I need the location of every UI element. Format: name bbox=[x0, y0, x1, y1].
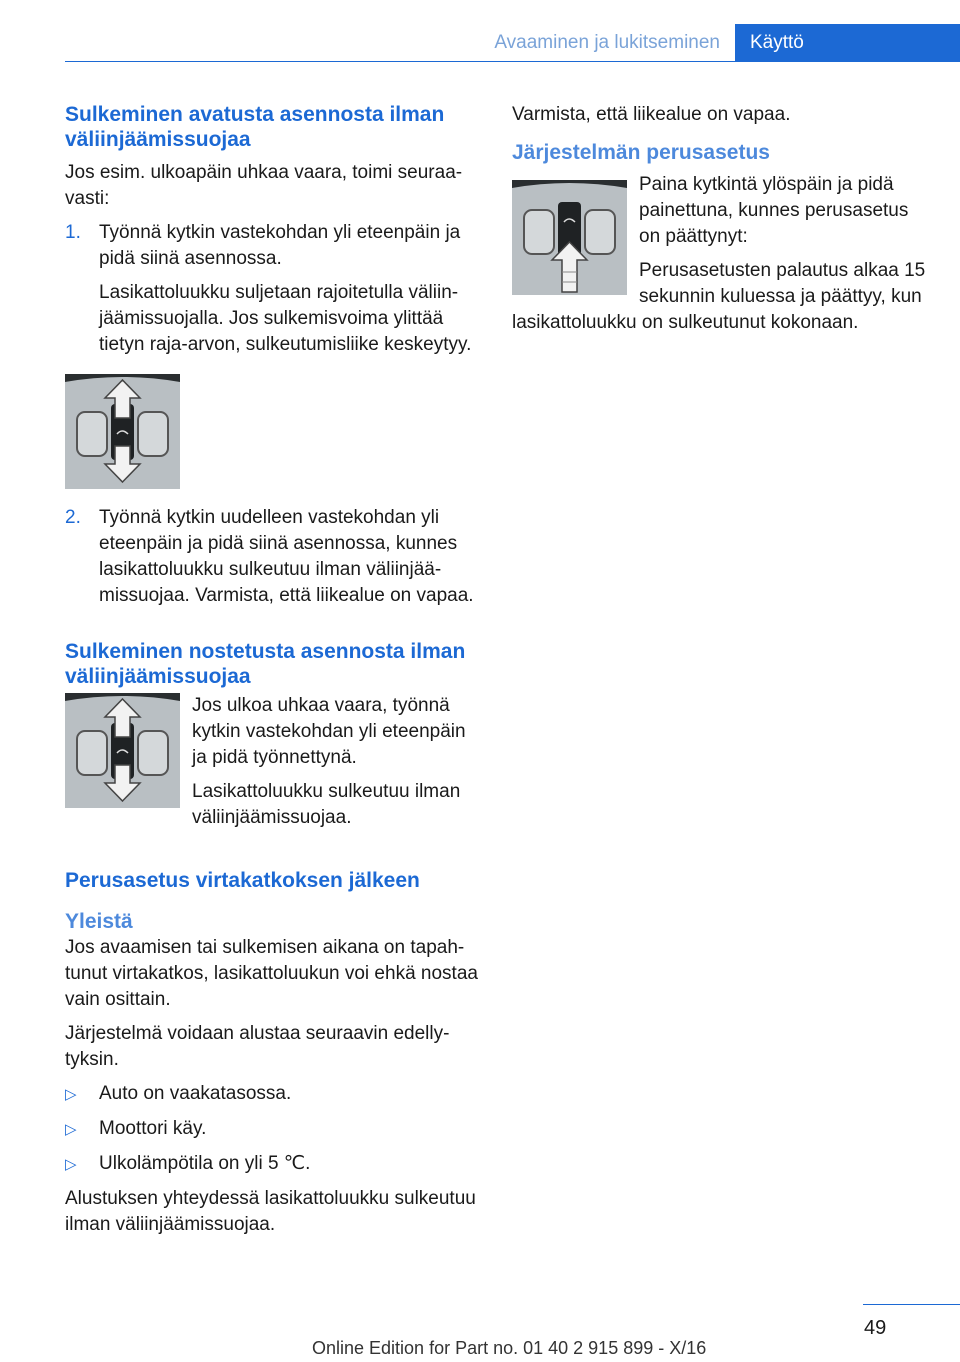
triangle-right-icon: ▷ bbox=[65, 1156, 77, 1173]
section-heading-power-failure: Perusasetus virtakatkoksen jälkeen bbox=[65, 869, 420, 892]
switch-push-up-illustration bbox=[512, 180, 627, 295]
list-item bbox=[65, 1151, 481, 1178]
page-header bbox=[0, 24, 960, 64]
triangle-right-icon: ▷ bbox=[65, 1121, 77, 1138]
left-column bbox=[65, 102, 481, 1246]
paragraph: Alustuksen yhteydessä lasikattoluukku sulkeutuu ilman väliinjäämissuojaa. bbox=[65, 1188, 476, 1235]
list-item bbox=[65, 1116, 481, 1143]
triangle-right-icon: ▷ bbox=[65, 1086, 77, 1103]
paragraph: Varmista, että liikealue on vapaa. bbox=[512, 104, 791, 125]
section-heading-system-reset: Järjestelmän perusasetus bbox=[512, 141, 770, 164]
section-heading-close-from-open: Sulkeminen avatusta asennosta ilman väliinjäämissuojaa bbox=[65, 103, 445, 151]
switch-push-forward-illustration bbox=[65, 374, 180, 489]
section-heading-close-from-raised: Sulkeminen nostetusta asennosta ilman väliinjäämissuojaa bbox=[65, 640, 466, 688]
step-text: Työnnä kytkin vastekohdan yli eteenpäin ja pidä siinä asennossa. bbox=[99, 222, 461, 269]
paragraph: Jos avaamisen tai sulkemisen aikana on tapahtunut virtakatkos, lasikattoluukun voi ehkä nostaa vain osittain. bbox=[65, 937, 478, 1010]
step-number: 2. bbox=[65, 507, 81, 528]
paragraph: Lasikattoluukku sulkeutuu ilman väliinjäämissuojaa. bbox=[192, 781, 461, 828]
step-2 bbox=[65, 505, 481, 617]
figure-with-text bbox=[65, 693, 481, 839]
header-section-title: Avaaminen ja lukitseminen bbox=[494, 32, 720, 53]
footer-rule bbox=[863, 1304, 960, 1305]
subheading-general: Yleistä bbox=[65, 910, 133, 933]
paragraph: Paina kytkintä ylöspäin ja pidä painettuna, kunnes perusasetus on päättynyt: bbox=[639, 174, 909, 247]
list-item bbox=[65, 1081, 481, 1108]
step-1 bbox=[65, 220, 481, 366]
step-subtext: Lasikattoluukku suljetaan rajoitetulla väliinjäämissuojalla. Jos sulkemisvoima ylittää tietyn raja-arvon, sulkeutumisliike keskeytyy. bbox=[99, 282, 472, 355]
edition-note: Online Edition for Part no. 01 40 2 915 899 - X/16 bbox=[312, 1338, 707, 1358]
step-text: Työnnä kytkin uudelleen vastekohdan yli eteenpäin ja pidä siinä asennossa, kunnes lasikattoluukku sulkeutuu ilman väliinjäämissuojaa. Varmista, että liikealue on vapaa. bbox=[99, 507, 474, 606]
right-column bbox=[512, 102, 928, 344]
header-rule bbox=[65, 61, 960, 62]
list-item-text: Ulkolämpötila on yli 5 ℃. bbox=[99, 1153, 311, 1174]
paragraph: Järjestelmä voidaan alustaa seuraavin edellytyksin. bbox=[65, 1023, 450, 1070]
paragraph-intro: Jos esim. ulkoapäin uhkaa vaara, toimi seuraavasti: bbox=[65, 162, 463, 209]
page-number: 49 bbox=[864, 1317, 887, 1339]
header-chapter-tab: Käyttö bbox=[735, 24, 960, 62]
list-item-text: Auto on vaakatasossa. bbox=[99, 1083, 292, 1104]
paragraph: Perusasetusten palautus alkaa 15 sekunnin kuluessa ja päättyy, kun lasikattoluukku on sulkeutunut kokonaan. bbox=[512, 260, 926, 333]
step-number: 1. bbox=[65, 222, 81, 243]
paragraph: Jos ulkoa uhkaa vaara, työnnä kytkin vastekohdan yli eteenpäin ja pidä työnnettynä. bbox=[192, 695, 466, 768]
list-item-text: Moottori käy. bbox=[99, 1118, 207, 1139]
switch-push-forward-illustration bbox=[65, 693, 180, 808]
